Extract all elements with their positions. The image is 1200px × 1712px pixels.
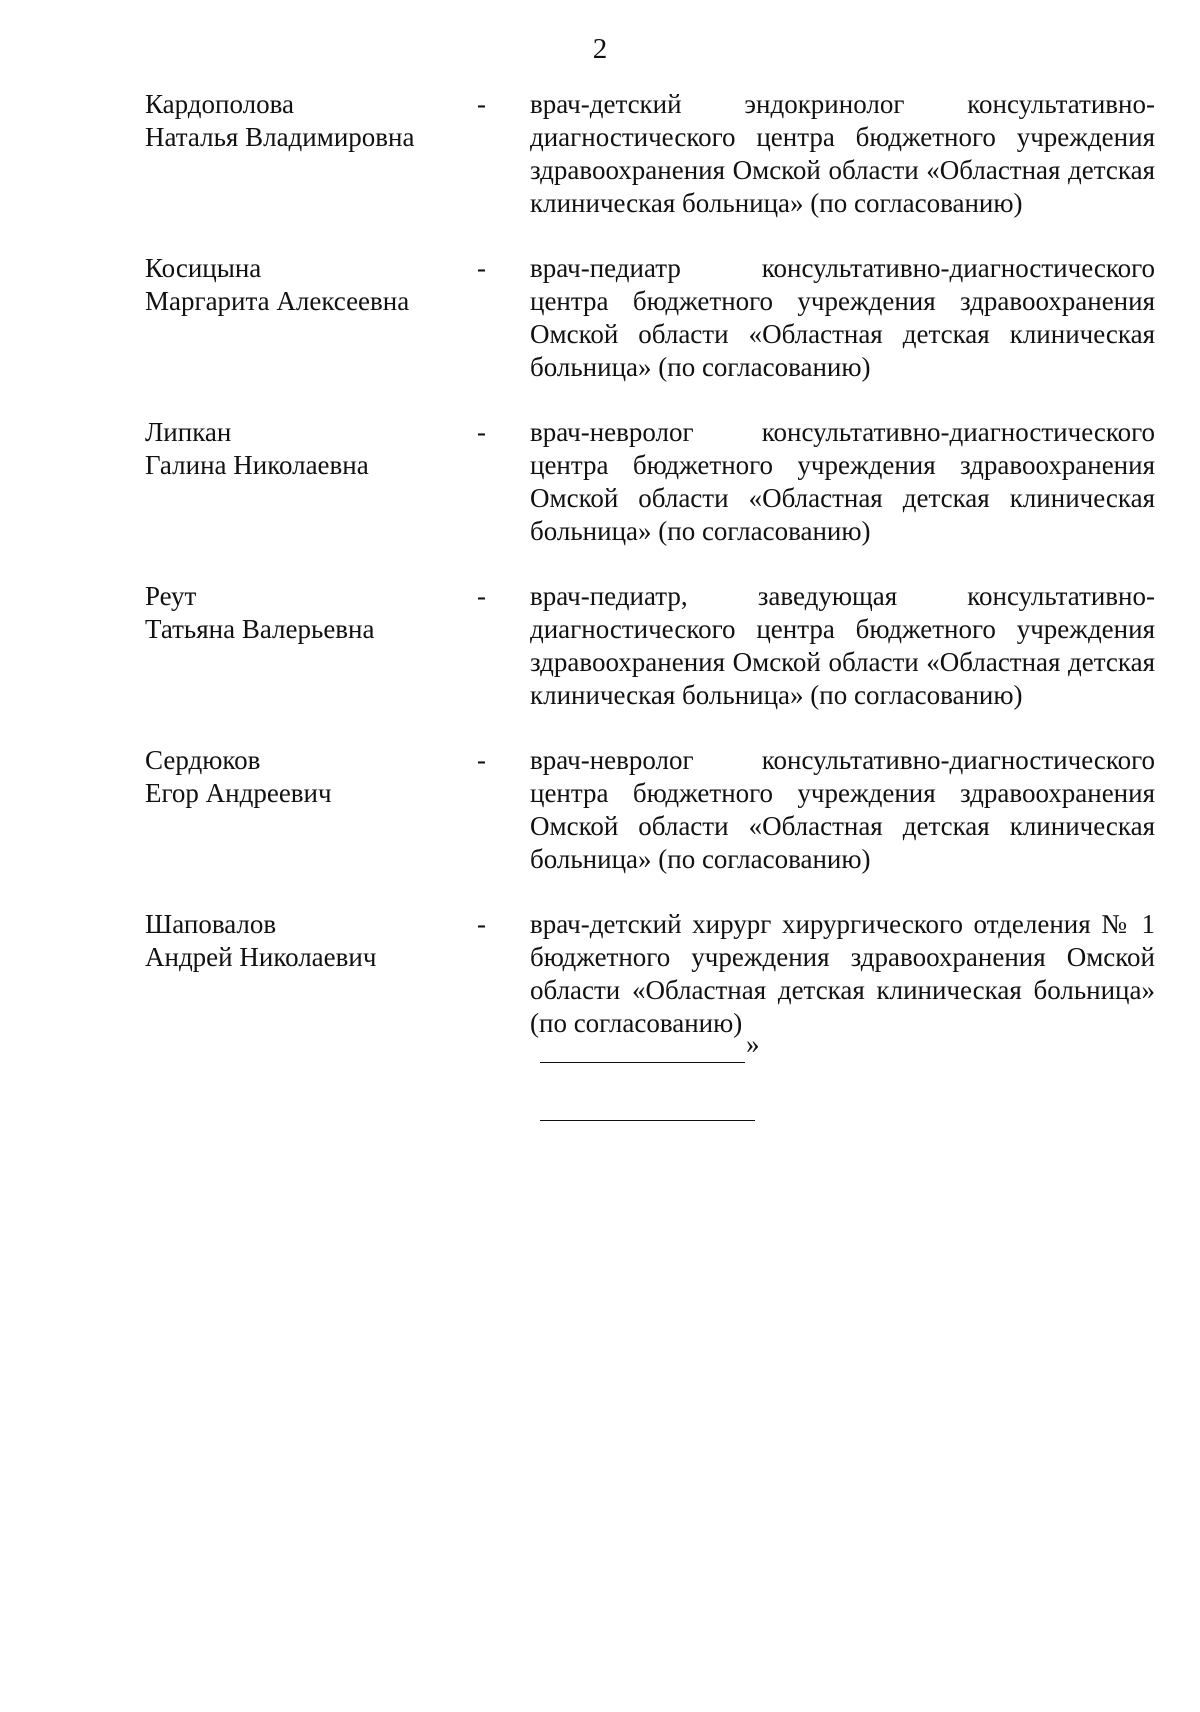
person-name: [145, 416, 475, 482]
surname: Реут: [145, 581, 197, 611]
surname: Липкан: [145, 417, 232, 447]
person-name: [145, 580, 475, 646]
position-description: врач-детский эндокринолог консультативно-диагностического центра бюджетного учреждения здравоохранения Омской области «Областная детская клиническая больница» (по согласованию): [530, 89, 1155, 218]
given-names: Галина Николаевна: [145, 450, 369, 480]
person-name: [145, 252, 475, 318]
page-number: 2: [592, 33, 608, 65]
list-item: [145, 580, 1155, 712]
person-name: [145, 908, 475, 974]
given-names: Егор Андреевич: [145, 778, 332, 808]
surname: Кардополова: [145, 89, 294, 119]
list-item: [145, 88, 1155, 220]
surname: Косицына: [145, 253, 262, 283]
list-item: [145, 908, 1155, 1040]
given-names: Андрей Николаевич: [145, 942, 377, 972]
separator-dash: -: [477, 745, 486, 775]
person-name: [145, 88, 475, 154]
surname: Сердюков: [145, 745, 261, 775]
position-description: врач-педиатр консультативно-диагностического центра бюджетного учреждения здравоохранения Омской области «Областная детская клиническая больница» (по согласованию): [530, 253, 1155, 382]
position-description: врач-педиатр, заведующая консультативно-диагностического центра бюджетного учреждения здравоохранения Омской области «Областная детская клиническая больница» (по согласованию): [530, 581, 1155, 710]
given-names: Татьяна Валерьевна: [145, 614, 375, 644]
position-description: врач-невролог консультативно-диагностического центра бюджетного учреждения здравоохранения Омской области «Областная детская клиническая больница» (по согласованию): [530, 745, 1155, 874]
list-item: [145, 744, 1155, 876]
separator-dash: -: [477, 909, 486, 939]
closing-underline: [540, 1032, 745, 1063]
person-name: [145, 744, 475, 810]
separator-dash: -: [477, 89, 486, 119]
end-divider-line: [540, 1120, 755, 1121]
member-list: [145, 88, 1155, 1072]
position-description: врач-невролог консультативно-диагностического центра бюджетного учреждения здравоохранения Омской области «Областная детская клиническая больница» (по согласованию): [530, 417, 1155, 546]
separator-dash: -: [477, 253, 486, 283]
position-description: врач-детский хирург хирургического отделения № 1 бюджетного учреждения здравоохранения Омской области «Областная детская клиническая больница» (по согласованию): [530, 909, 1155, 1038]
surname: Шаповалов: [145, 909, 277, 939]
list-item: [145, 252, 1155, 384]
separator-dash: -: [477, 581, 486, 611]
given-names: Маргарита Алексеевна: [145, 286, 410, 316]
given-names: Наталья Владимировна: [145, 122, 415, 152]
separator-dash: -: [477, 417, 486, 447]
closing-quote-mark: »: [746, 1029, 760, 1059]
list-item: [145, 416, 1155, 548]
